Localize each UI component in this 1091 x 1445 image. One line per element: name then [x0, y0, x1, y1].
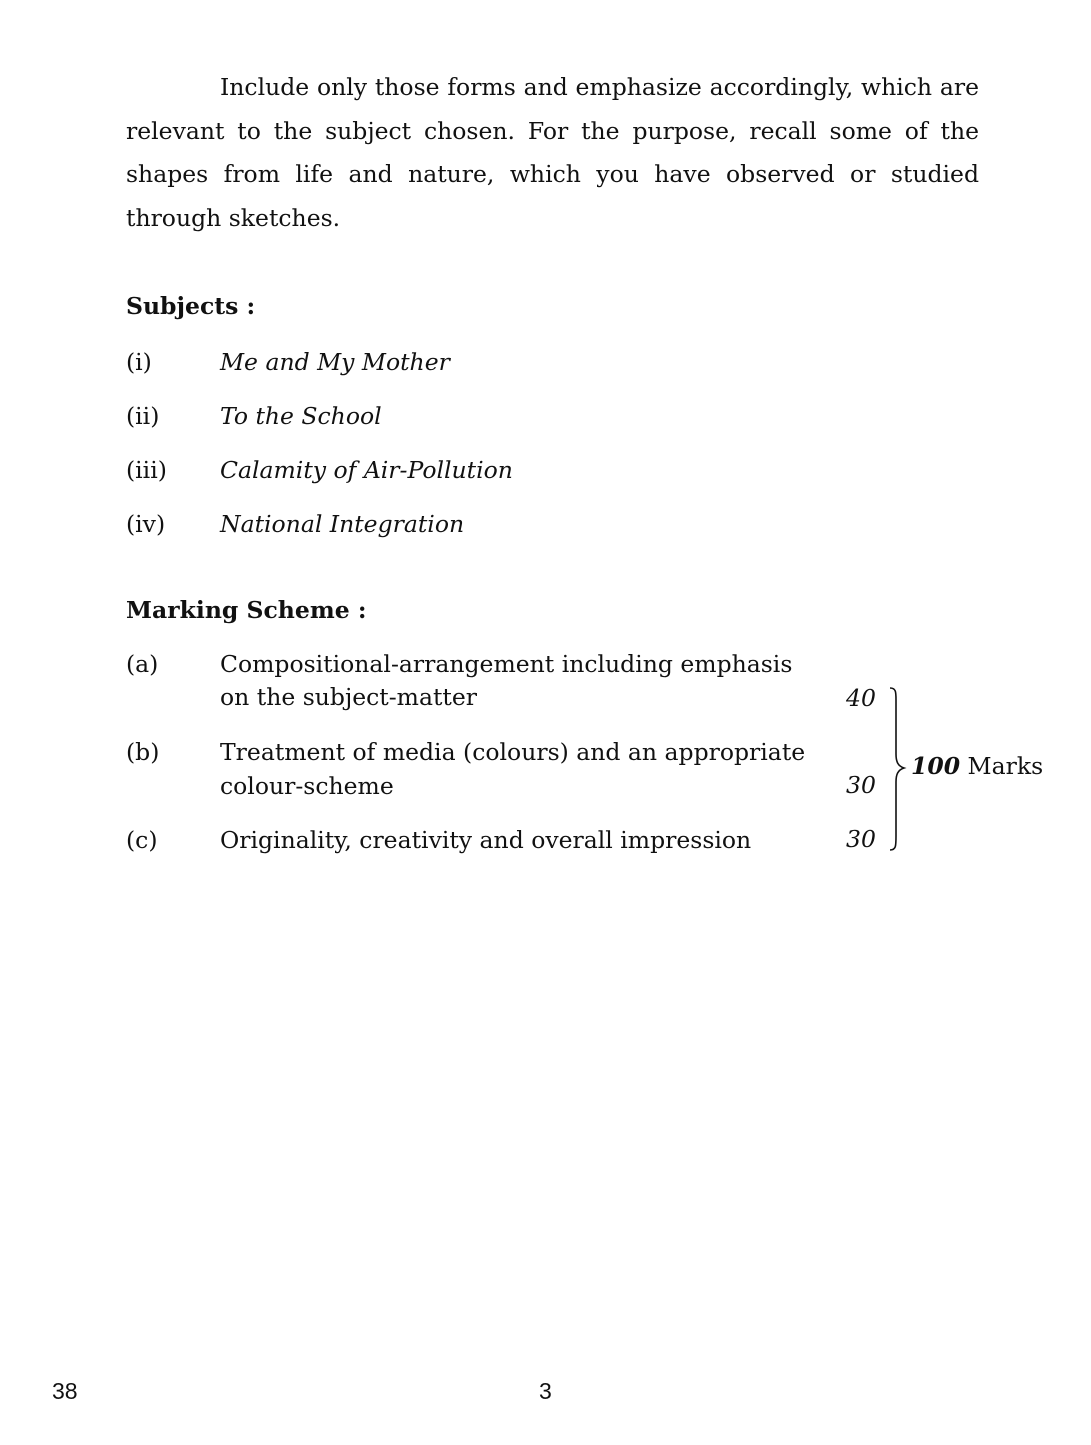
subject-text: Calamity of Air-Pollution — [220, 456, 513, 484]
marking-item-number: (c) — [126, 826, 158, 854]
total-marks-label: Marks — [967, 752, 1044, 780]
marking-item-line1: Compositional-arrangement including emphasis — [220, 650, 793, 678]
subject-text: To the School — [220, 402, 382, 430]
subject-number: (iii) — [126, 456, 167, 484]
marking-item-line1: Originality, creativity and overall impression — [220, 826, 752, 854]
subject-number: (iv) — [126, 510, 166, 538]
subjects-heading: Subjects : — [126, 292, 256, 320]
marking-item-number: (b) — [126, 738, 160, 766]
curly-brace-icon — [884, 686, 908, 852]
marking-item-marks: 40 — [846, 684, 876, 712]
marking-item-marks: 30 — [846, 771, 876, 799]
marking-item-line2: colour-scheme — [220, 772, 394, 800]
page-number: 3 — [539, 1378, 552, 1404]
subject-number: (ii) — [126, 402, 160, 430]
marking-scheme-heading: Marking Scheme : — [126, 596, 367, 624]
intro-text: Include only those forms and emphasize accordingly, which are relevant to the subject chosen. For the purpose, recall some of the shapes from life and nature, which you have observed or studied through sketches. — [126, 73, 979, 233]
subject-text: Me and My Mother — [220, 348, 450, 376]
marking-item-line1: Treatment of media (colours) and an appropriate — [220, 738, 806, 766]
intro-paragraph — [126, 66, 979, 241]
total-marks-value: 100 — [911, 752, 961, 780]
marking-item-marks: 30 — [846, 825, 876, 853]
marking-item-number: (a) — [126, 650, 159, 678]
total-marks — [911, 752, 1043, 780]
marking-item-line2: on the subject-matter — [220, 683, 478, 711]
footer-code: 38 — [52, 1378, 78, 1404]
subject-text: National Integration — [220, 510, 465, 538]
subject-number: (i) — [126, 348, 152, 376]
